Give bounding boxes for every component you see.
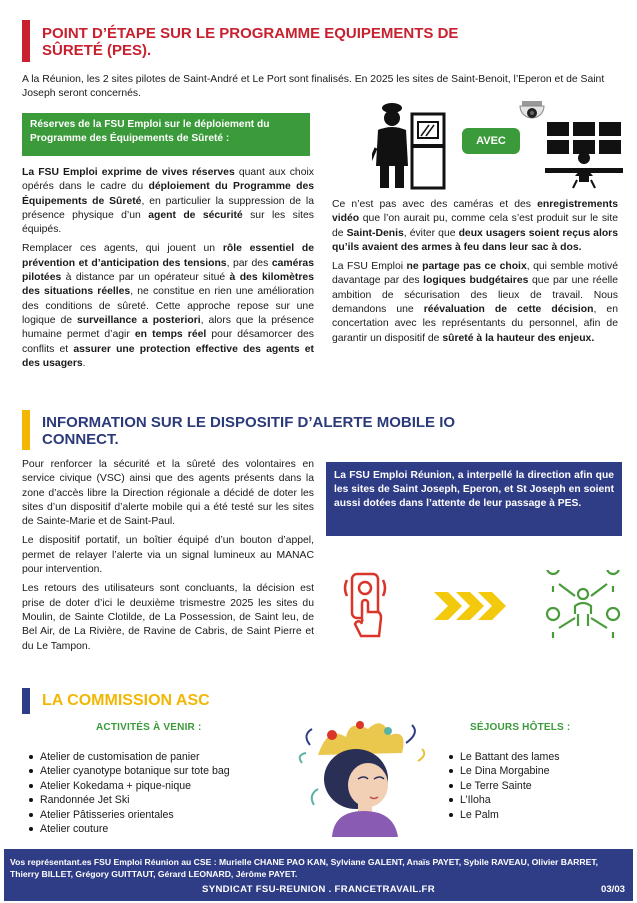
list-item: Atelier Kokedama + pique-nique xyxy=(26,779,286,793)
list-item: Le Battant des lames xyxy=(446,750,616,764)
list-item: Le Terre Sainte xyxy=(446,779,616,793)
io-connect-p2: Le dispositif portatif, un boîtier équipé d’un bouton d’appel, permet de relayer l’alerte via un signal lumineux au MANAC pour intervention. xyxy=(22,535,314,576)
section2-title xyxy=(42,414,472,448)
page-footer xyxy=(4,849,633,901)
hotels-heading: SÉJOURS HÔTELS : xyxy=(470,722,571,733)
section-marker-yellow xyxy=(22,410,30,450)
list-item: Le Palm xyxy=(446,808,616,822)
list-item: Le Dina Morgabine xyxy=(446,764,616,778)
activities-list xyxy=(26,750,286,836)
list-item: Atelier de customisation de panier xyxy=(26,750,286,764)
hotels-list xyxy=(446,750,616,822)
page-number: 03/03 xyxy=(600,884,625,895)
arrows-icon xyxy=(432,590,508,622)
section2-title-line1: INFORMATION SUR LE DISPOSITIF D’ALERTE MOBILE IO xyxy=(42,414,456,431)
footer-site: SYNDICAT FSU-REUNION . FRANCETRAVAIL.FR xyxy=(202,884,435,895)
pes-left-column: La FSU Emploi exprime de vives réserves quant aux choix opérés dans le cadre du déploiement du Programme des Équipements de Sûreté, en particulier la suppression de la présence physique d’un agent de sécurité sur les sites équipés. Remplacer ces agents, qui jouent un rôle essentiel de prévention et d’anticipation des tensions, par des caméras pilotées à distance par un opérateur situé à des kilomètres des situations réelles, ne constitue en rien une amélioration des conditions de sûreté. Cette approche repose sur une logique de surveillance a posteriori, alors que la présence humaine permet d’agir en temps réel pour désamorcer des conflits et assurer une protection effective des agents et des usagers. xyxy=(22,167,315,369)
footer-reps-line1: Vos représentant.es FSU Emploi Réunion au CSE : Murielle CHANE PAO KAN, Sylviane GALENT, Anaïs PAYET, Sybile RAVEAU, Olivier BARRET, xyxy=(10,857,598,867)
io-connect-text xyxy=(22,458,314,659)
footer-reps xyxy=(10,856,630,880)
relaxing-woman-illustration xyxy=(298,715,430,837)
section2-title-line2: CONNECT. xyxy=(42,431,119,448)
list-item: Atelier couture xyxy=(26,822,286,836)
camera-icon xyxy=(518,101,546,127)
network-people-icon xyxy=(545,570,621,644)
security-guard-illustration xyxy=(372,100,447,192)
avec-badge: AVEC xyxy=(462,128,520,154)
section-marker-red xyxy=(22,20,30,62)
list-item: Atelier Pâtisseries orientales xyxy=(26,808,286,822)
pes-right-column: Ce n’est pas avec des caméras et des enregistrements vidéo que l’on aurait pu, comme cela s’est produit sur le site de Saint-Denis, éviter que deux usagers soient reçus alors qu’ils avaient des armes à feu dans leur sac à dos. La FSU Emploi ne partage pas ce choix, qui semble motivé davantage par des logiques budgétaires que par une réelle ambition de sécurisation des lieux de travail. Nous demandons une réévaluation de cette décision, en concertation avec les représentants du personnel, afin de garantir un dispositif de sûreté à la hauteur des enjeux. xyxy=(332,199,619,344)
io-connect-p3: Les retours des utilisateurs sont concluants, la décision est prise de doter d’ici le deuxième trismestre 2025 les sites du Moulin, de Sainte Clotilde, de La Possession, de Saint leu, de Bel Air, de La Rivière, de Ravine de Cabris, de Saint Pierre et du Le Tampon. xyxy=(22,583,314,652)
section-marker-navy xyxy=(22,688,30,714)
control-room-illustration xyxy=(545,120,623,190)
section1-title-line1: POINT D’ÉTAPE SUR LE PROGRAMME EQUIPEMENTS DE xyxy=(42,25,459,42)
alert-button-icon xyxy=(341,570,389,644)
list-item: Atelier cyanotype botanique sur tote bag xyxy=(26,764,286,778)
section3-title: LA COMMISSION ASC xyxy=(42,692,210,709)
section1-intro: A la Réunion, les 2 sites pilotes de Saint-André et Le Port sont finalisés. En 2025 les sites de Saint-Benoit, l’Eperon et de Saint Joseph seront concernés. xyxy=(22,74,605,100)
list-item: Randonnée Jet Ski xyxy=(26,793,286,807)
section1-title-line2: SÛRETÉ (PES). xyxy=(42,42,152,59)
list-item: L’Iloha xyxy=(446,793,616,807)
fsu-interpellation-box: La FSU Emploi Réunion, a interpellé la direction afin que les sites de Saint Joseph, Eperon, et St Joseph en soient aussi dotées dans l’attente de leur passage à PES. xyxy=(326,462,622,536)
pes-reserves-box: Réserves de la FSU Emploi sur le déploiement du Programme des Équipements de Sûreté : xyxy=(22,113,310,156)
activities-heading: ACTIVITÉS À VENIR : xyxy=(96,722,202,733)
section1-title xyxy=(42,25,472,59)
io-connect-p1: Pour renforcer la sécurité et la sûreté des volontaires en service civique (VSC) ainsi que des agents présents dans la zone d’accès libre la Direction régionale a décidé de doter les sites d’un dispositif d’alerte mobile qui a été testé sur les sites de Sainte-Marie et de Saint-Paul. xyxy=(22,459,314,528)
footer-reps-line2: Thierry BILLET, Grégory GUITTAUT, Gérard LEONARD, Jérôme PAYET. xyxy=(10,869,298,879)
